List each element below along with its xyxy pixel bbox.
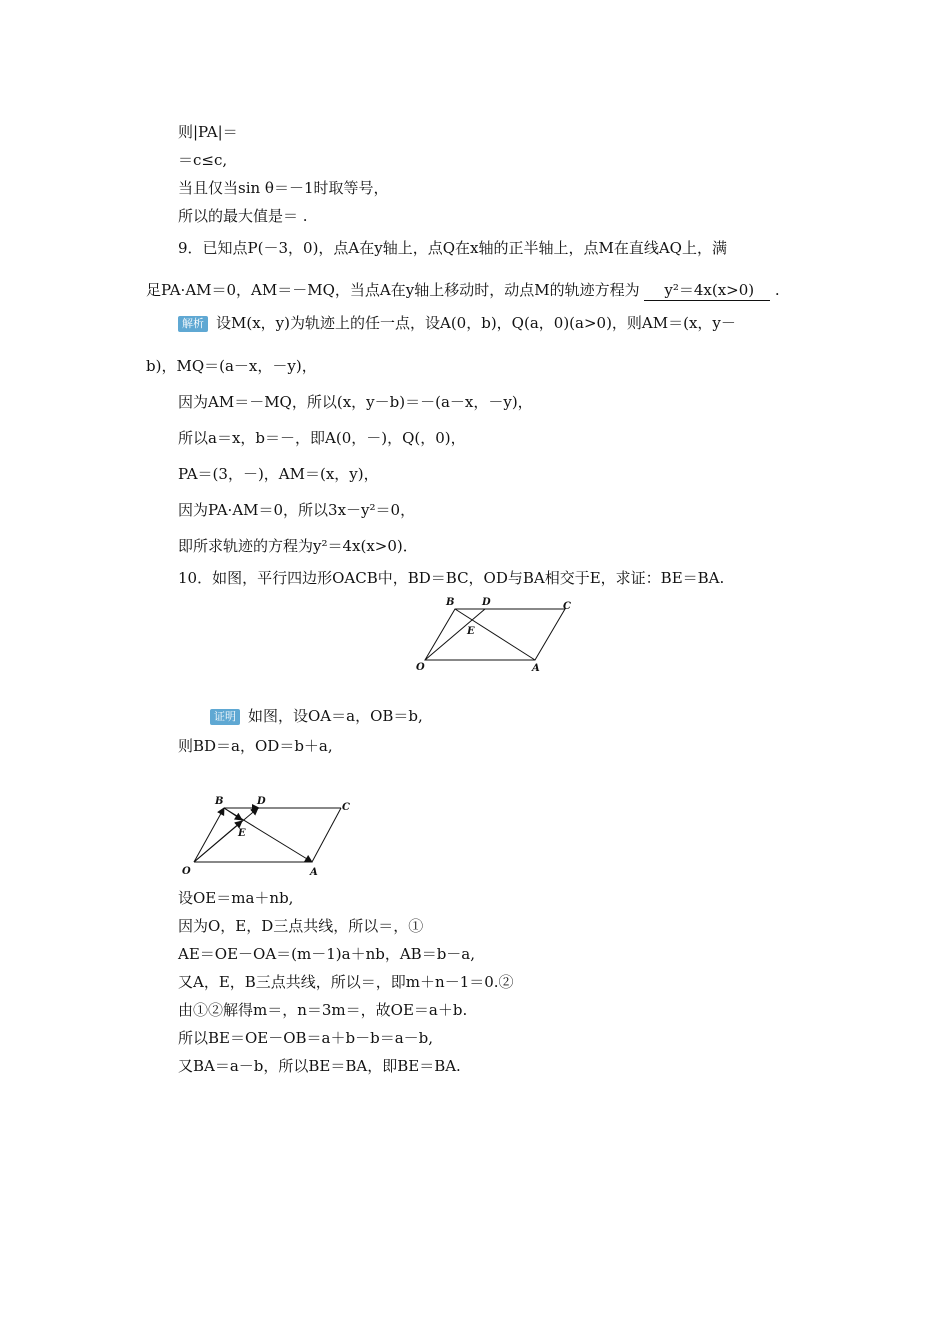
label-C: C: [342, 802, 350, 813]
proof-line: [210, 706, 423, 726]
text-line: 则|PA|＝: [178, 123, 238, 141]
solution-line: PA＝(3，－)，AM＝(x，y)，: [178, 465, 379, 483]
label-O: O: [416, 662, 425, 673]
question-text: 足PA·AM＝0，AM＝－MQ，当点A在y轴上移动时，动点M的轨迹方程为: [146, 281, 640, 299]
label-D: D: [257, 796, 266, 807]
proof-line: 由①②解得m＝，n＝3m＝，故OE＝a＋b.: [178, 1001, 468, 1019]
proof-line: 因为O，E，D三点共线，所以＝，①: [178, 917, 424, 935]
answer-blank: y²＝4x(x>0): [644, 280, 770, 301]
solution-text: 设M(x，y)为轨迹上的任一点，设A(0，b)，Q(a，0)(a>0)，则AM＝(x，y－: [216, 314, 736, 332]
label-E: E: [238, 828, 246, 839]
parallelogram-figure-2: [176, 790, 366, 882]
solution-line: 因为PA·AM＝0，所以3x－y²＝0，: [178, 501, 416, 519]
text-line: ＝c≤c,: [178, 151, 228, 169]
question-text: .: [774, 281, 780, 299]
proof-text: 如图，设OA＝a，OB＝b,: [248, 707, 423, 725]
label-O: O: [182, 866, 191, 877]
solution-line: 因为AM＝－MQ，所以(x，y－b)＝－(a－x，－y)，: [178, 393, 533, 411]
proof-badge: 证明: [210, 709, 240, 725]
question-9-line: 9．已知点P(－3，0)，点A在y轴上，点Q在x轴的正半轴上，点M在直线AQ上，满: [178, 239, 727, 257]
question-10-line: 10．如图，平行四边形OACB中，BD＝BC，OD与BA相交于E，求证：BE＝BA.: [178, 569, 725, 587]
solution-line: 所以a＝x，b＝－，即A(0，－)，Q(，0)，: [178, 429, 466, 447]
analysis-badge: 解析: [178, 316, 208, 332]
parallelogram-figure-1: [408, 594, 578, 676]
label-B: B: [215, 796, 224, 807]
solution-line: b)，MQ＝(a－x，－y)，: [146, 357, 317, 375]
label-E: E: [467, 626, 475, 637]
label-C: C: [563, 601, 571, 612]
question-9-line: [146, 280, 780, 301]
label-D: D: [482, 597, 491, 608]
label-A: A: [310, 867, 318, 878]
label-A: A: [532, 663, 540, 674]
solution-line: [178, 313, 736, 333]
proof-line: AE＝OE－OA＝(m－1)a＋nb，AB＝b－a,: [178, 945, 476, 963]
text-line: 当且仅当sin θ＝－1时取等号，: [178, 179, 389, 197]
proof-line: 则BD＝a，OD＝b＋a,: [178, 737, 333, 755]
proof-line: 又A，E，B三点共线，所以＝，即m＋n－1＝0.②: [178, 973, 514, 991]
proof-line: 设OE＝ma＋nb,: [178, 889, 294, 907]
proof-line: 所以BE＝OE－OB＝a＋b－b＝a－b,: [178, 1029, 434, 1047]
proof-line: 又BA＝a－b，所以BE＝BA，即BE＝BA.: [178, 1057, 461, 1075]
text-line: 所以的最大值是＝ .: [178, 207, 308, 225]
label-B: B: [446, 597, 455, 608]
solution-line: 即所求轨迹的方程为y²＝4x(x>0)．: [178, 537, 418, 555]
